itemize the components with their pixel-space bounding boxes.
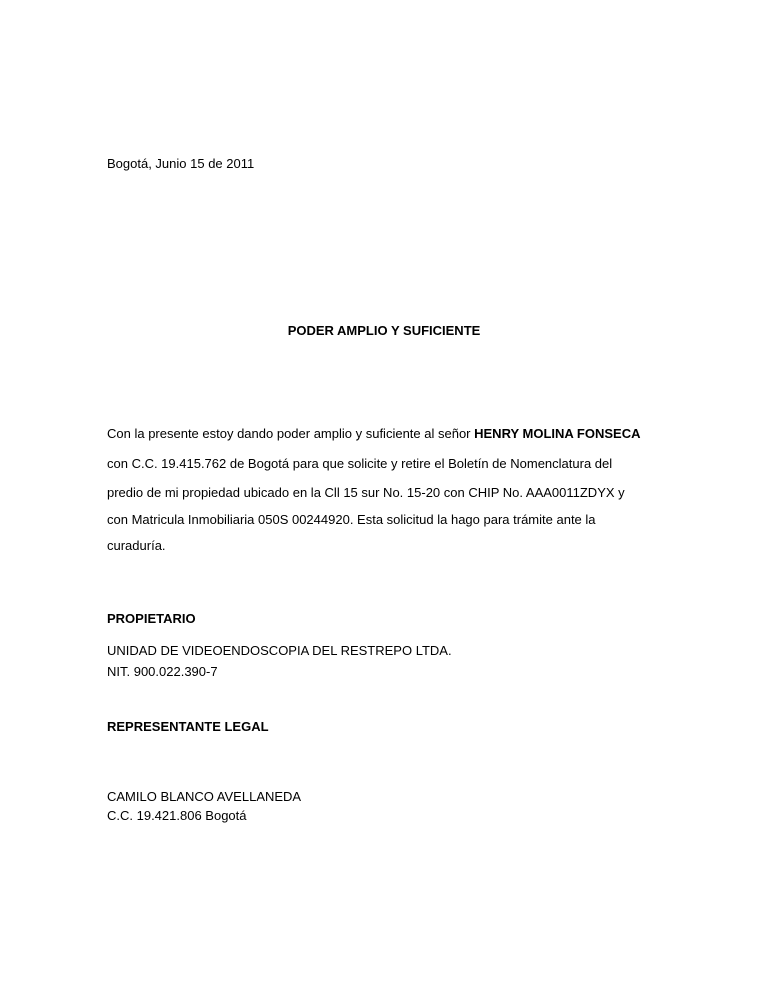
body-line-2: con C.C. 19.415.762 de Bogotá para que solicite y retire el Boletín de Nomenclatura del [107,456,613,471]
legal-rep-name: CAMILO BLANCO AVELLANEDA [107,789,302,804]
owner-company: UNIDAD DE VIDEOENDOSCOPIA DEL RESTREPO LTDA. [107,643,452,658]
body-line-1-text: Con la presente estoy dando poder amplio y suficiente al señor [107,426,475,441]
owner-heading: PROPIETARIO [107,611,196,626]
body-line-4: con Matricula Inmobiliaria 050S 00244920. Esta solicitud la hago para trámite ante la [107,512,596,527]
body-line-5: curaduría. [107,538,166,553]
document-title: PODER AMPLIO Y SUFICIENTE [287,323,481,338]
document-date: Bogotá, Junio 15 de 2011 [107,156,255,171]
attorney-name: HENRY MOLINA FONSECA [474,426,641,441]
body-line-3: predio de mi propiedad ubicado en la Cll 15 sur No. 15-20 con CHIP No. AAA0011ZDYX y [107,485,625,500]
legal-rep-heading: REPRESENTANTE LEGAL [107,719,269,734]
legal-rep-id: C.C. 19.421.806 Bogotá [107,808,247,823]
owner-nit: NIT. 900.022.390-7 [107,664,218,679]
body-line-1 [107,426,640,442]
